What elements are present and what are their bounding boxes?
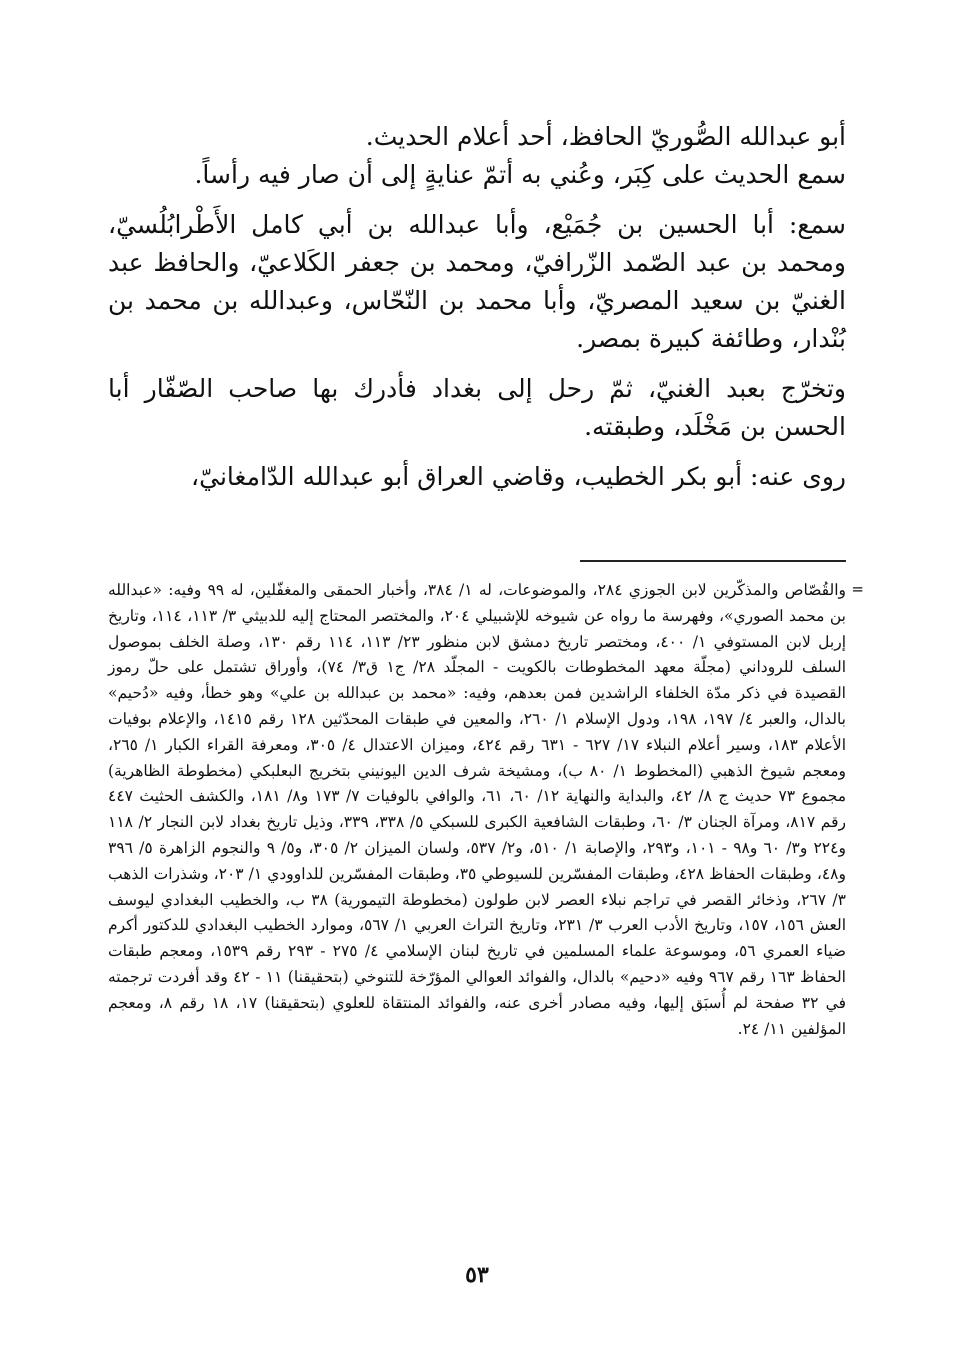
footnote-continuation-mark: = [851,580,864,598]
paragraph-5: روى عنه: أبو بكر الخطيب، وقاضي العراق أبو عبدالله الدّامغانيّ، [191,462,846,491]
main-text [108,118,846,496]
paragraph-1: أبو عبدالله الصُّوريّ الحافظ، أحد أعلام الحديث. [365,122,846,151]
footnote-divider [580,560,846,562]
footnote-text: والقُصّاص والمذكّرين لابن الجوزي ٢٨٤، والموضوعات، له ١/ ٣٨٤، وأخبار الحمقى والمغفّلين، له ٩٩ وفيه: «عبدالله بن محمد الصوري»، وفهرسة ما رواه عن شيوخه للإشبيلي ٢٠٤، والمختصر المحتاج إليه للدبيثي ٣/ ١١٣، ١١٤، وتاريخ إربل لابن المستوفي ١/ ٤٠٠، ومختصر تاريخ دمشق لابن منظور ٢٣/ ١١٣، ١١٤ رقم ١٣٠، وصلة الخلف بموصول السلف للروداني (مجلّة معهد المخطوطات بالكويت - المجلّد ٢٨/ ج١ ق٣/ ٧٤)، وأوراق تشتمل على حلّ رموز القصيدة في ذكر مدّة الخلفاء الراشدين فمن بعدهم، وفيه: «محمد بن عبدالله بن علي» وهو خطأ، وفيه «دُحيم» بالدال، والعبر ٤/ ١٩٧، ١٩٨، ودول الإسلام ١/ ٢٦٠، والمعين في طبقات المحدّثين ١٢٨ رقم ١٤١٥، والإعلام بوفيات الأعلام ١٨٣، وسير أعلام النبلاء ١٧/ ٦٢٧ - ٦٣١ رقم ٤٢٤، وميزان الاعتدال ٤/ ٣٠٥، ومعرفة القراء الكبار ١/ ٢٦٥، ومعجم شيوخ الذهبي (المخطوط ١/ ٨٠ ب)، ومشيخة شرف الدين اليونيني بتخريج البعلبكي (مخطوطة الظاهرية) مجموع ٧٣ حديث ج ٨/ ٤٢، والبداية والنهاية ١٢/ ٦٠، ٦١، والوافي بالوفيات ٧/ ١٧٣ و٨/ ١٨١، والكشف الحثيث ٤٤٧ رقم ٨١٧، ومرآة الجنان ٣/ ٦٠، وطبقات الشافعية الكبرى للسبكي ٥/ ٣٣٨، ٣٣٩، وذيل تاريخ بغداد لابن النجار ٢/ ١١٨ و٢٢٤ و٣/ ٦٠ و٩٨ - ١٠١، و٢٩٣، والإصابة ١/ ٥١٠، و٢/ ٥٣٧، ولسان الميزان ٢/ ٣٠٥، و٥/ ٩ والنجوم الزاهرة ٥/ ٣٩٦ و٤٨، وطبقات الحفاظ ٤٢٨، وطبقات المفسّرين للسيوطي ٣٥، وطبقات المفسّرين للداوودي ١/ ٢٠٣، وشذرات الذهب ٣/ ٢٦٧، وذخائر القصر في تراجم نبلاء العصر لابن طولون (مخطوطة التيمورية) ٣٨ ب، والخطيب البغدادي ليوسف العش ١٥٦، ١٥٧، وتاريخ الأدب العرب ٣/ ٢٣١، وتاريخ التراث العربي ١/ ٥٦٧، وموارد الخطيب البغدادي للدكتور أكرم ضياء العمري ٥٦، وموسوعة علماء المسلمين في تاريخ لبنان الإسلامي ٤/ ٢٧٥ - ٢٩٣ رقم ١٥٣٩، ومعجم طبقات الحفاظ ١٦٣ رقم ٩٦٧ وفيه «دحيم» بالدال، والفوائد العوالي المؤرّخة للتنوخي (بتحقيقنا) ١١ - ٤٢ وقد أفردت ترجمته في ٣٢ صفحة لم أُسبَق إليها، وفيه مصادر أخرى عنه، والفوائد المنتقاة للعلوي (بتحقيقنا) ١٧، ١٨ رقم ٨، ومعجم المؤلفين ١١/ ٢٤. [108,581,847,1038]
paragraph-4: وتخرّج بعبد الغنيّ، ثمّ رحل إلى بغداد فأدرك بها صاحب الصّفّار أبا الحسن بن مَخْلَد، وطبقته. [108,374,846,441]
page-number: ٥٣ [465,1262,489,1288]
paragraph-2: سمع الحديث على كِبَر، وعُني به أتمّ عنايةٍ إلى أن صار فيه رأساً. [194,160,846,189]
paragraph-3: سمع: أبا الحسين بن جُمَيْع، وأبا عبدالله بن أبي كامل الأَطْرابُلُسيّ، ومحمد بن عبد الصّمد الزّرافيّ، ومحمد بن جعفر الكَلاعيّ، والحافظ عبد الغنيّ بن سعيد المصريّ، وأبا محمد بن النّحّاس، وعبدالله بن محمد بن بُنْدار، وطائفة كبيرة بمصر. [108,210,846,353]
